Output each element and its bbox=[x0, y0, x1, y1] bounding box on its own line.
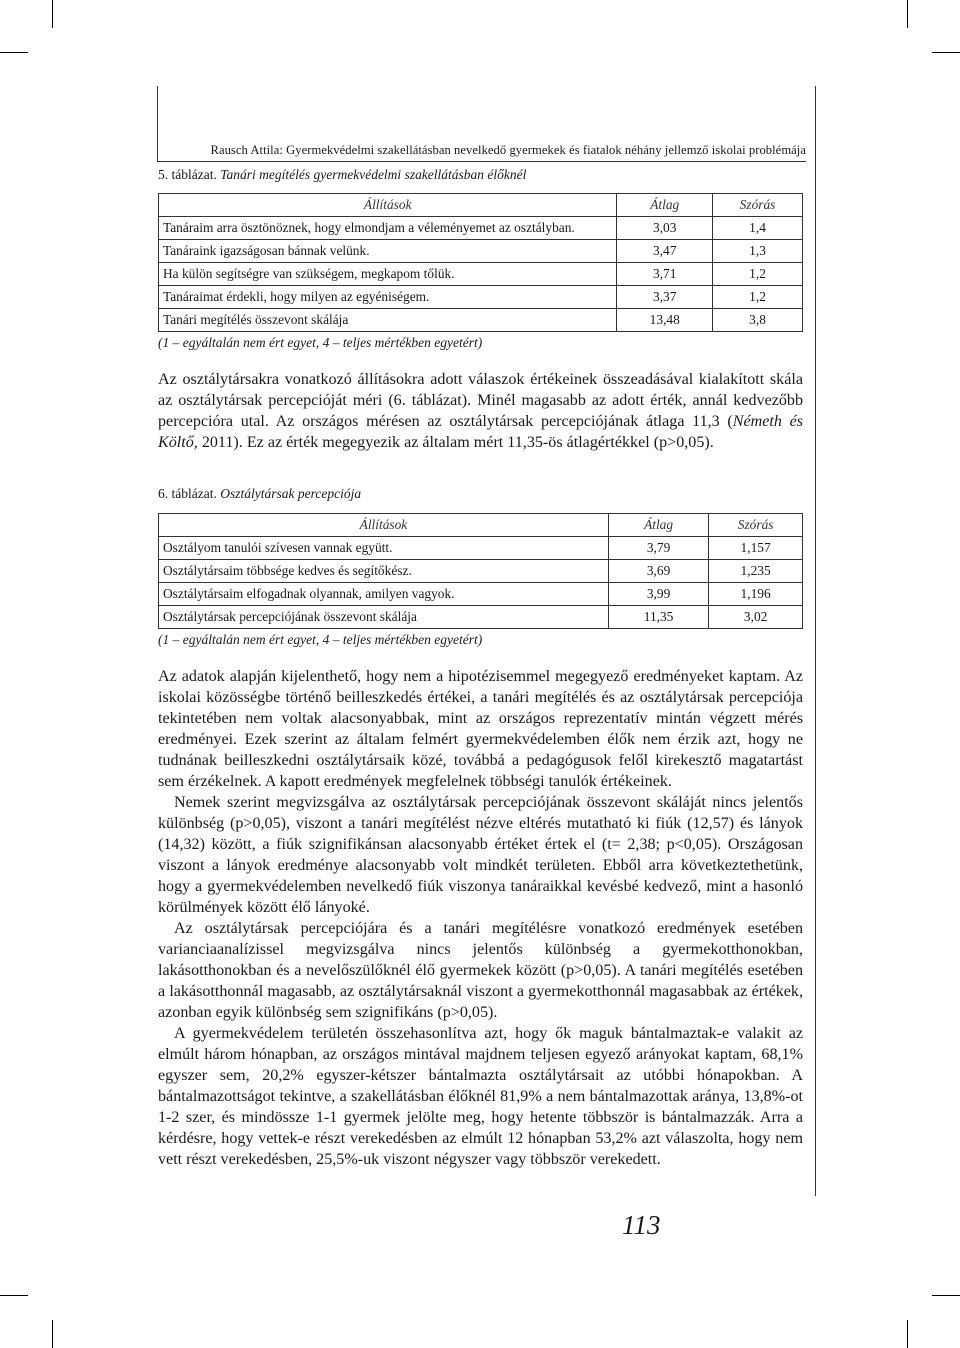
table6-label: 6. táblázat. bbox=[158, 486, 217, 501]
header-mean: Átlag bbox=[608, 514, 708, 537]
main-text bbox=[158, 666, 803, 1170]
table5 bbox=[158, 193, 803, 332]
row-mean: 3,69 bbox=[608, 560, 708, 583]
row-sd: 1,3 bbox=[713, 240, 803, 263]
table-row-summary bbox=[159, 606, 803, 629]
row-sd: 1,2 bbox=[713, 286, 803, 309]
header-sd: Szórás bbox=[709, 514, 803, 537]
row-mean: 3,03 bbox=[617, 217, 713, 240]
crop-mark-left-top bbox=[0, 52, 28, 53]
row-mean: 3,71 bbox=[617, 263, 713, 286]
row-sd: 1,2 bbox=[713, 263, 803, 286]
row-statement: Osztálytársak percepciójának összevont skálája bbox=[159, 606, 609, 629]
crop-mark-top-right bbox=[907, 0, 908, 28]
row-mean: 3,47 bbox=[617, 240, 713, 263]
row-statement: Ha külön segítségre van szükségem, megkapom tőlük. bbox=[159, 263, 617, 286]
table5-caption bbox=[158, 167, 526, 183]
table5-title: Tanári megítélés gyermekvédelmi szakellátásban élőknél bbox=[220, 167, 527, 182]
row-mean: 3,37 bbox=[617, 286, 713, 309]
crop-mark-right-top bbox=[932, 52, 960, 53]
row-mean: 11,35 bbox=[608, 606, 708, 629]
paragraph-text: 2011). Ez az érték megegyezik az általam mért 11,35-ös átlagértékkel (p>0,05). bbox=[197, 434, 714, 451]
page-number: 113 bbox=[622, 1210, 661, 1240]
table6-title: Osztálytársak percepciója bbox=[220, 486, 362, 501]
table5-note: (1 – egyáltalán nem ért egyet, 4 – teljes mértékben egyetért) bbox=[158, 335, 483, 350]
table-header-row bbox=[159, 194, 803, 217]
table-row-summary bbox=[159, 309, 803, 332]
row-statement: Tanáraink igazságosan bánnak velünk. bbox=[159, 240, 617, 263]
crop-mark-left-bottom bbox=[0, 1295, 28, 1296]
paragraph: Az osztálytársak percepciójára és a tanári megítélésre vonatkozó eredmények esetében varianciaanalízissel megvizsgálva nincs jelentős különbség a gyermekotthonokban, lakásotthonokban és a nevelőszülőknél élő gyermekek között (p>0,05). A tanári megítélés esetében a lakásotthonnál magasabb, az osztálytársaknál viszont a gyermekotthonnál magasabbak az értékek, azonban egyik különbség sem szignifikáns (p>0,05). bbox=[158, 920, 803, 1021]
crop-mark-bottom-right bbox=[907, 1320, 908, 1348]
paragraph bbox=[158, 369, 803, 453]
table-row bbox=[159, 583, 803, 606]
row-mean: 3,99 bbox=[608, 583, 708, 606]
row-statement: Osztálytársaim többsége kedves és segítőkész. bbox=[159, 560, 609, 583]
paragraph: A gyermekvédelem területén összehasonlítva azt, hogy ők maguk bántalmaztak-e valakit az elmúlt három hónapban, az országos mintával majdnem teljesen egyező arányokat kaptam, 68,1% egyszer sem, 20,2% egyszer-kétszer bántalmazta osztálytársait az utóbbi hónapokban. A bántalmazottságot tekintve, a szakellátásban élőknél 81,9% a nem bántalmazottak aránya, 13,8%-ot 1-2 szer, és mindössze 1-1 gyermek jelölte meg, hogy hetente többször is bántalmazzák. Arra a kérdésre, hogy vettek-e részt verekedésben az elmúlt 12 hónapban 53,2% azt válaszolta, hogy nem vett részt verekedésben, 25,5%-uk viszont négyszer vagy többször verekedett. bbox=[158, 1025, 803, 1168]
row-statement: Osztálytársaim elfogadnak olyannak, amilyen vagyok. bbox=[159, 583, 609, 606]
header-statements: Állítások bbox=[159, 514, 609, 537]
table-row bbox=[159, 240, 803, 263]
row-statement: Tanáraim arra ösztönöznek, hogy elmondjam a véleményemet az osztályban. bbox=[159, 217, 617, 240]
row-statement: Osztályom tanulói szívesen vannak együtt. bbox=[159, 537, 609, 560]
crop-mark-top-left bbox=[52, 0, 53, 28]
row-mean: 13,48 bbox=[617, 309, 713, 332]
table6-note: (1 – egyáltalán nem ért egyet, 4 – teljes mértékben egyetért) bbox=[158, 632, 483, 647]
row-sd: 1,235 bbox=[709, 560, 803, 583]
row-mean: 3,79 bbox=[608, 537, 708, 560]
paragraph-text: Az osztálytársakra vonatkozó állításokra adott válaszok értékeinek összeadásával kialakított skála az osztálytársak percepcióját méri (6. táblázat). Minél magasabb az adott érték, annál kedvezőbb percepcióra utal. Az országos mérésen az osztálytársak percepciójának átlaga 11,3 ( bbox=[158, 371, 803, 430]
row-sd: 1,196 bbox=[709, 583, 803, 606]
row-sd: 1,157 bbox=[709, 537, 803, 560]
row-sd: 3,8 bbox=[713, 309, 803, 332]
table-row bbox=[159, 537, 803, 560]
row-sd: 3,02 bbox=[709, 606, 803, 629]
crop-mark-right-bottom bbox=[932, 1295, 960, 1296]
paragraph: Nemek szerint megvizsgálva az osztálytársak percepciójának összevont skáláját nincs jelentős különbség (p>0,05), viszont a tanári megítélést nézve eltérés mutatható ki fiúk (12,57) és lányok (14,32) között, a fiúk szignifikánsan alacsonyabb értéket értek el (t= 2,38; p<0,05). Országosan viszont a lányok eredménye alacsonyabb volt mindkét területen. Ebből arra következtethetünk, hogy a gyermekvédelemben nevelkedő fiúk viszonya tanáraikkal kevésbé kedvező, mint a hasonló körülmények között élő lányoké. bbox=[158, 794, 803, 916]
citation: Németh és Költő, bbox=[158, 413, 803, 451]
table6 bbox=[158, 513, 803, 629]
table-header-row bbox=[159, 514, 803, 537]
row-statement: Tanári megítélés összevont skálája bbox=[159, 309, 617, 332]
paragraph-classmates-scale bbox=[158, 369, 803, 453]
header-mean: Átlag bbox=[617, 194, 713, 217]
table-row bbox=[159, 263, 803, 286]
table-row bbox=[159, 217, 803, 240]
table-row bbox=[159, 286, 803, 309]
table6-caption bbox=[158, 486, 361, 502]
crop-mark-bottom-left bbox=[52, 1320, 53, 1348]
header-sd: Szórás bbox=[713, 194, 803, 217]
running-head: Rausch Attila: Gyermekvédelmi szakellátásban nevelkedő gyermekek és fiatalok néhány jellemző iskolai problémája bbox=[158, 143, 806, 162]
table-row bbox=[159, 560, 803, 583]
row-sd: 1,4 bbox=[713, 217, 803, 240]
paragraph: Az adatok alapján kijelenthető, hogy nem a hipotézisemmel megegyező eredményeket kaptam. Az iskolai közösségbe történő beilleszkedés értékei, a tanári megítélés és az osztálytársak percepciója tekintetében nem voltak alacsonyabbak, mint az országos reprezentatív mintán végzett mérés eredményei. Ezek szerint az általam felmért gyermekvédelemben élők nem érzik azt, hogy ne tudnának beilleszkedni osztálytársaik közé, továbbá a pedagógusok felől kirekesztő magatartást sem érzékelnek. A kapott eredmények megfelelnek többségi tanulók értékeinek. bbox=[158, 668, 803, 790]
table5-label: 5. táblázat. bbox=[158, 167, 217, 182]
header-statements: Állítások bbox=[159, 194, 617, 217]
row-statement: Tanáraimat érdekli, hogy milyen az egyéniségem. bbox=[159, 286, 617, 309]
frame-line-right-vertical bbox=[815, 86, 816, 1196]
